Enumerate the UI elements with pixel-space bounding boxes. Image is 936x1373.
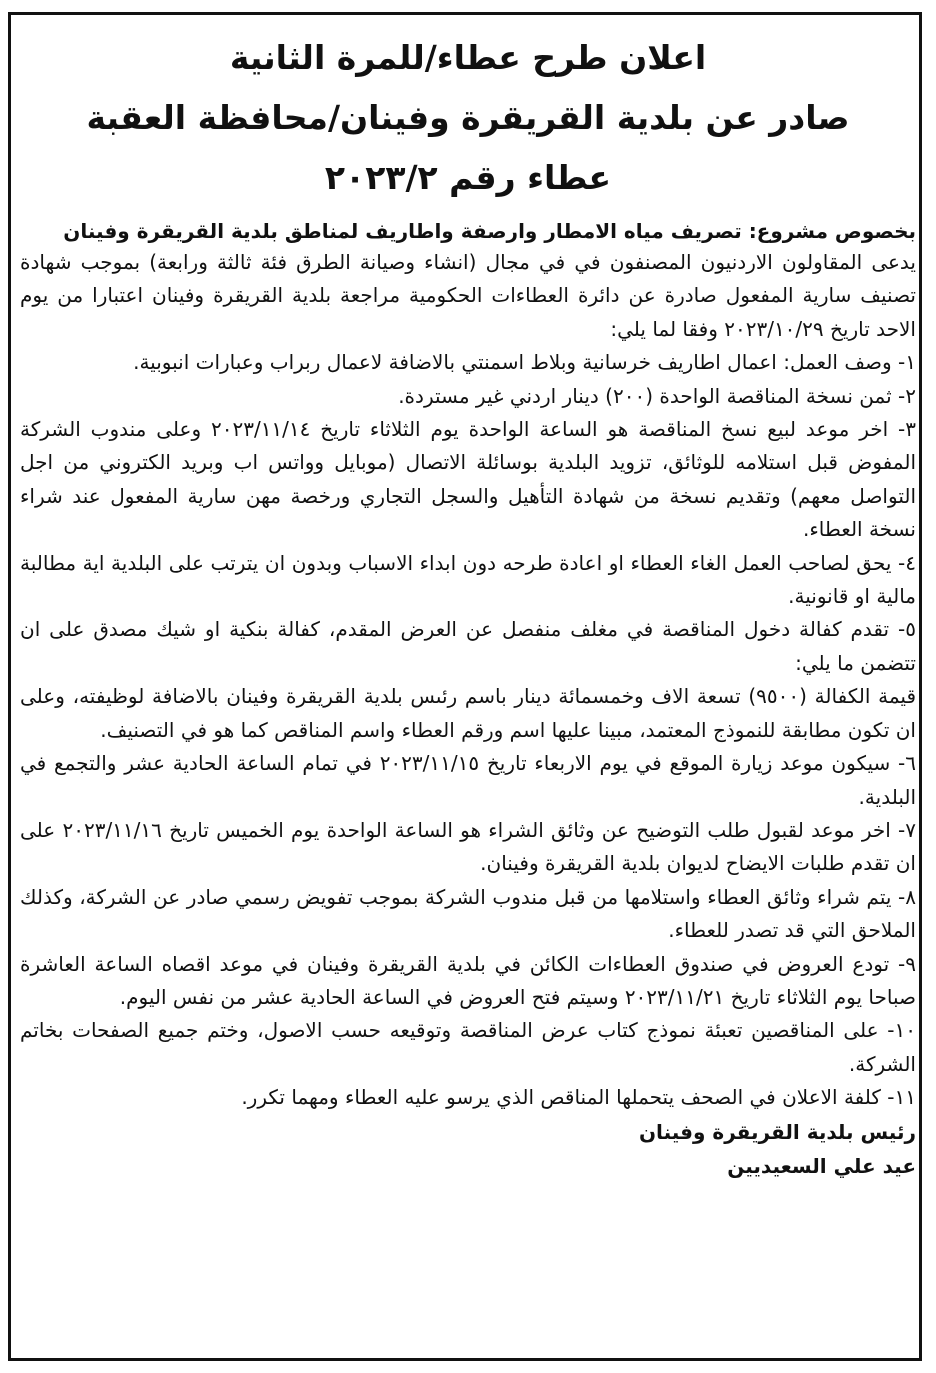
item-11: ١١- كلفة الاعلان في الصحف يتحملها المناقص الذي يرسو عليه العطاء ومهما تكرر. xyxy=(241,1085,916,1110)
tender-number: عطاء رقم ٢٠٢٣/٢ xyxy=(324,158,612,197)
item-7: ٧- اخر موعد لقبول طلب التوضيح عن وثائق الشراء هو الساعة الواحدة يوم الخميس تاريخ ٢٠٢٣/١١/١٦ على ان تقدم طلبات الايضاح لديوان بلدية القريقرة وفينان. xyxy=(20,817,916,876)
announcement-title: اعلان طرح عطاء/للمرة الثانية xyxy=(229,38,707,77)
item-4: ٤- يحق لصاحب العمل الغاء العطاء او اعادة طرحه دون ابداء الاسباب وبدون ان يترتب على البلدية اية مطالبة مالية او قانونية. xyxy=(20,550,916,609)
item-8: ٨- يتم شراء وثائق العطاء واستلامها من قبل مندوب الشركة بموجب تفويض رسمي صادر عن الشركة، وكذلك الملاحق التي قد تصدر للعطاء. xyxy=(20,884,916,943)
project-subject: بخصوص مشروع: تصريف مياه الامطار وارصفة واطاريف لمناطق بلدية القريقرة وفينان xyxy=(63,219,916,243)
issuer-line: صادر عن بلدية القريقرة وفينان/محافظة العقبة xyxy=(86,98,850,137)
item-5: ٥- تقدم كفالة دخول المناقصة في مغلف منفصل عن العرض المقدم، كفالة بنكية او شيك مصدق على ان تتضمن ما يلي: xyxy=(20,617,916,675)
item-1: ١- وصف العمل: اعمال اطاريف خرسانية وبلاط اسمنتي بالاضافة لاعمال ربراب وعبارات انبوبية. xyxy=(133,350,916,375)
item-3: ٣- اخر موعد لبيع نسخ المناقصة هو الساعة الواحدة يوم الثلاثاء تاريخ ٢٠٢٣/١١/١٤ وعلى مندوب الشركة المفوض قبل استلامه للوثائق، تزويد البلدية بوسائلة الاتصال (موبايل وواتس اب وبريد الكتروني من اجل التواصل معهم) وتقديم نسخة من شهادة التأهيل والسجل التجاري ورخصة مهن سارية المفعول عند شراء نسخة العطاء. xyxy=(20,417,916,542)
item-10: ١٠- على المناقصين تعبئة نموذج كتاب عرض المناقصة وتوقيعه حسب الاصول، وختم جميع الصفحات بخاتم الشركة. xyxy=(20,1018,916,1076)
item-2: ٢- ثمن نسخة المناقصة الواحدة (٢٠٠) دينار اردني غير مستردة. xyxy=(398,383,916,408)
guarantee-value: قيمة الكفالة (٩٥٠٠) تسعة الاف وخمسمائة دينار باسم رئىس بلدية القريقرة وفينان بالاضافة لوظيفته، وعلى ان تكون مطابقة للنموذج المعتمد، مبينا عليها اسم ورقم العطاء واسم المناقص كما هو في التصنيف. xyxy=(20,684,916,742)
tender-announcement xyxy=(20,28,916,1183)
item-9: ٩- تودع العروض في صندوق العطاءات الكائن في بلدية القريقرة وفينان في موعد اقصاه الساعة العاشرة صباحا يوم الثلاثاء تاريخ ٢٠٢٣/١١/٢١ وسيتم فتح العروض في الساعة الحادية عشر من نفس اليوم. xyxy=(20,951,916,1009)
intro-paragraph: يدعى المقاولون الاردنيون المصنفون في في مجال (انشاء وصيانة الطرق فئة ثالثة ورابعة) بموجب شهادة تصنيف سارية المفعول صادرة عن دائرة العطاءات الحكومية مراجعة بلدية القريقرة وفينان اعتبارا من يوم الاحد تاريخ ٢٠٢٣/١٠/٢٩ وفقا لما يلي: xyxy=(20,250,916,341)
signatory-title: رئيس بلدية القريقرة وفينان xyxy=(638,1119,916,1144)
item-6: ٦- سيكون موعد زيارة الموقع في يوم الاربعاء تاريخ ٢٠٢٣/١١/١٥ في تمام الساعة الحادية عشر والتجمع في البلدية. xyxy=(20,751,916,809)
signatory-name: عيد علي السعيديين xyxy=(727,1153,916,1178)
